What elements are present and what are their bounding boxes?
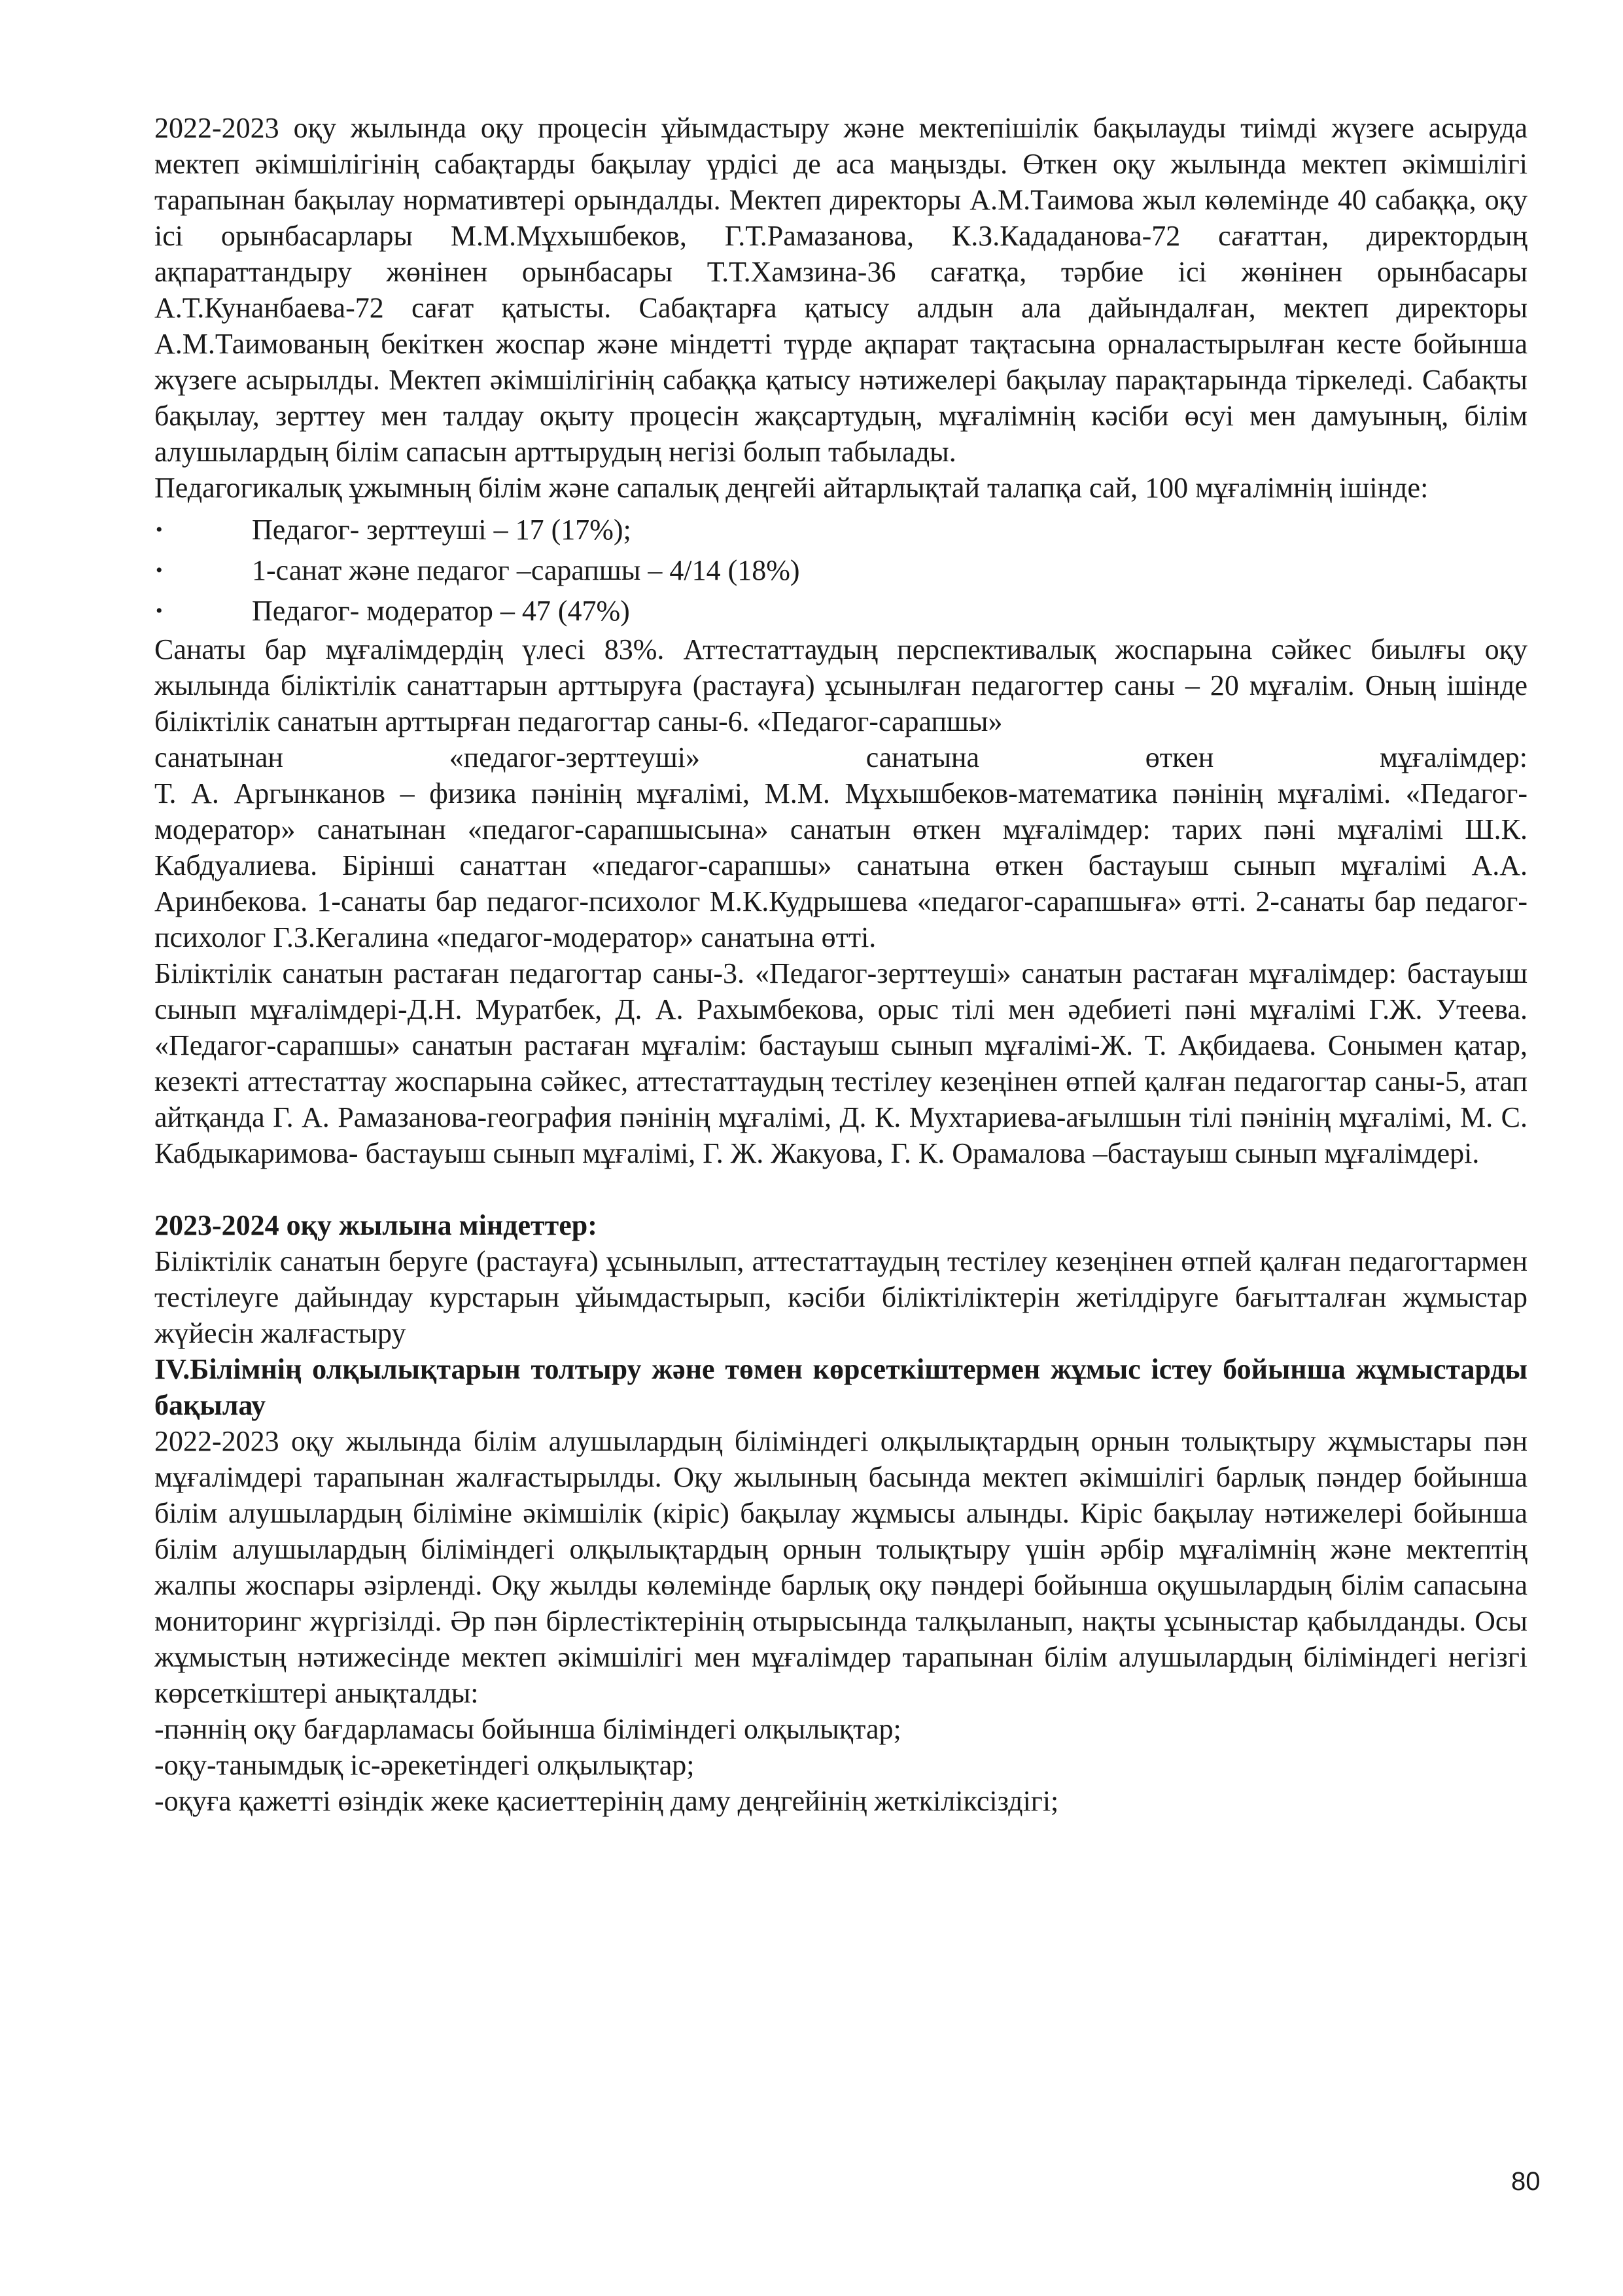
paragraph-category-share: Санаты бар мұғалімдердің үлесі 83%. Аттестаттаудың перспективалық жоспарына сәйкес биылғы оқу жылында біліктілік санаттарын арттыруға (растауға) ұсынылған педагогтер саны – 20 мұғалім. Оның ішінде біліктілік санатын арттырған педагогтар саны-6. «Педагог-сарапшы» [154,633,1527,737]
list-item-text: Педагог- модератор – 47 (47%) [252,595,630,627]
bullet-icon: • [156,600,163,622]
document-page [154,110,1527,1819]
gap-item: -оқуға қажетті өзіндік жеке қасиеттерінің даму деңгейінің жеткіліксіздігі; [154,1785,1059,1817]
paragraph-category-confirmed: Біліктілік санатын растаған педагогтар саны-3. «Педагог-зерттеуші» санатын растаған мұғалімдер: бастауыш сынып мұғалімдері-Д.Н. Муратбек, Д. А. Рахымбекова, орыс тілі мен әдебиеті пәні мұғалімі Г.Ж. Утеева. «Педагог-сарапшы» санатын растаған мұғалім: бастауыш сынып мұғалімі-Ж. Т. Ақбидаева. Сонымен қатар, кезекті аттестаттау жоспарына сәйкес, аттестаттаудың тестілеу кезеңінен өтпей қалған педагогтар саны-5, атап айтқанда Г. А. Рамазанова-география пәнінің мұғалімі, Д. К. Мухтариева-ағылшын тілі пәнінің мұғалімі, М. С. Кабдыкаримова- бастауыш сынып мұғалімі, Г. Ж. Жакуова, Г. К. Орамалова –бастауыш сынып мұғалімдері. [154,957,1527,1169]
list-item [154,550,1527,591]
gap-item: -пәннің оқу бағдарламасы бойынша біліміндегі олқылықтар; [154,1713,901,1745]
paragraph-category-transfer-line: санатынан «педагог-зерттеуші» санатына өткен мұғалімдер: [154,741,1527,773]
page-number: 80 [1511,2167,1541,2196]
spacer [154,1171,1527,1207]
bullet-icon: • [156,559,163,581]
paragraph-category-transfers: Т. А. Аргынканов – физика пәнінің мұғалімі, М.М. Мұхышбеков-математика пәнінің мұғалімі. «Педагог-модератор» санатынан «педагог-сарапшысына» санатын өткен мұғалімдер: тарих пәні мұғалімі Ш.К. Кабдуалиева. Бірінші санаттан «педагог-сарапшы» санатына өткен бастауыш сынып мұғалімі А.А. Аринбекова. 1-санаты бар педагог-психолог М.К.Кудрышева «педагог-сарапшыға» өтті. 2-санаты бар педагог-психолог Г.З.Кегалина «педагог-модератор» санатына өтті. [154,777,1527,953]
section-heading-tasks: 2023-2024 оқу жылына міндеттер: [154,1209,597,1241]
section-heading-gaps: IV.Білімнің олқылықтарын толтыру және төмен көрсеткіштермен жұмыс істеу бойынша жұмыстарды бақылау [154,1353,1527,1421]
paragraph-staff-quality: Педагогикалық ұжымның білім және сапалық деңгейі айтарлықтай талапқа сай, 100 мұғалімнің ішінде: [154,472,1429,504]
list-item-text: 1-санат және педагог –сарапшы – 4/14 (18%) [252,554,800,586]
paragraph-tasks: Біліктілік санатын беруге (растауға) ұсынылып, аттестаттаудың тестілеу кезеңінен өтпей қалған педагогтармен тестілеуге дайындау курстарын ұйымдастырып, кәсіби біліктіліктерін жетілдіруге бағытталған жұмыстар жүйесін жалғастыру [154,1245,1527,1349]
gap-item: -оқу-танымдық іс-әрекетіндегі олқылықтар; [154,1749,695,1781]
paragraph-lesson-observation: 2022-2023 оқу жылында оқу процесін ұйымдастыру және мектепішілік бақылауды тиімді жүзеге асыруда мектеп әкімшілігінің сабақтарды бақылау үрдісі де аса маңызды. Өткен оқу жылында мектеп әкімшілігі тарапынан бақылау нормативтері орындалды. Мектеп директоры А.М.Таимова жыл көлемінде 40 сабаққа, оқу ісі орынбасарлары М.М.Мұхышбеков, Г.Т.Рамазанова, К.З.Кададанова-72 сағаттан, директордың ақпараттандыру жөнінен орынбасары Т.Т.Хамзина-36 сағатқа, тәрбие ісі жөнінен орынбасары А.Т.Кунанбаева-72 сағат қатысты. Сабақтарға қатысу алдын ала дайындалған, мектеп директоры А.М.Таимованың бекіткен жоспар және міндетті түрде ақпарат тақтасына орналастырылған кесте бойынша жүзеге асырылды. Мектеп әкімшілігінің сабаққа қатысу нәтижелері бақылау парақтарында тіркеледі. Сабақты бақылау, зерттеу мен талдау оқыту процесін жақсартудың, мұғалімнің кәсіби өсуі мен дамуының, білім алушылардың білім сапасын арттырудың негізі болып табылады. [154,112,1527,468]
category-list [154,510,1527,631]
bullet-icon: • [156,519,163,540]
list-item [154,510,1527,550]
list-item [154,591,1527,631]
list-item-text: Педагог- зерттеуші – 17 (17%); [252,514,631,546]
paragraph-gaps: 2022-2023 оқу жылында білім алушылардың біліміндегі олқылықтардың орнын толықтыру жұмыстары пән мұғалімдері тарапынан жалғастырылды. Оқу жылының басында мектеп әкімшілігі барлық пәндер бойынша білім алушылардың біліміне әкімшілік (кіріс) бақылау жұмысы алынды. Кіріс бақылау нәтижелері бойынша білім алушылардың біліміндегі олқылықтардың орнын толықтыру үшін әрбір мұғалімнің және мектептің жалпы жоспары әзірленді. Оқу жылды көлемінде барлық оқу пәндері бойынша оқушылардың білім сапасына мониторинг жүргізілді. Әр пән бірлестіктерінің отырысында талқыланып, нақты ұсыныстар қабылданды. Осы жұмыстың нәтижесінде мектеп әкімшілігі мен мұғалімдер тарапынан білім алушылардың біліміндегі негізгі көрсеткіштері анықталды: [154,1425,1527,1709]
